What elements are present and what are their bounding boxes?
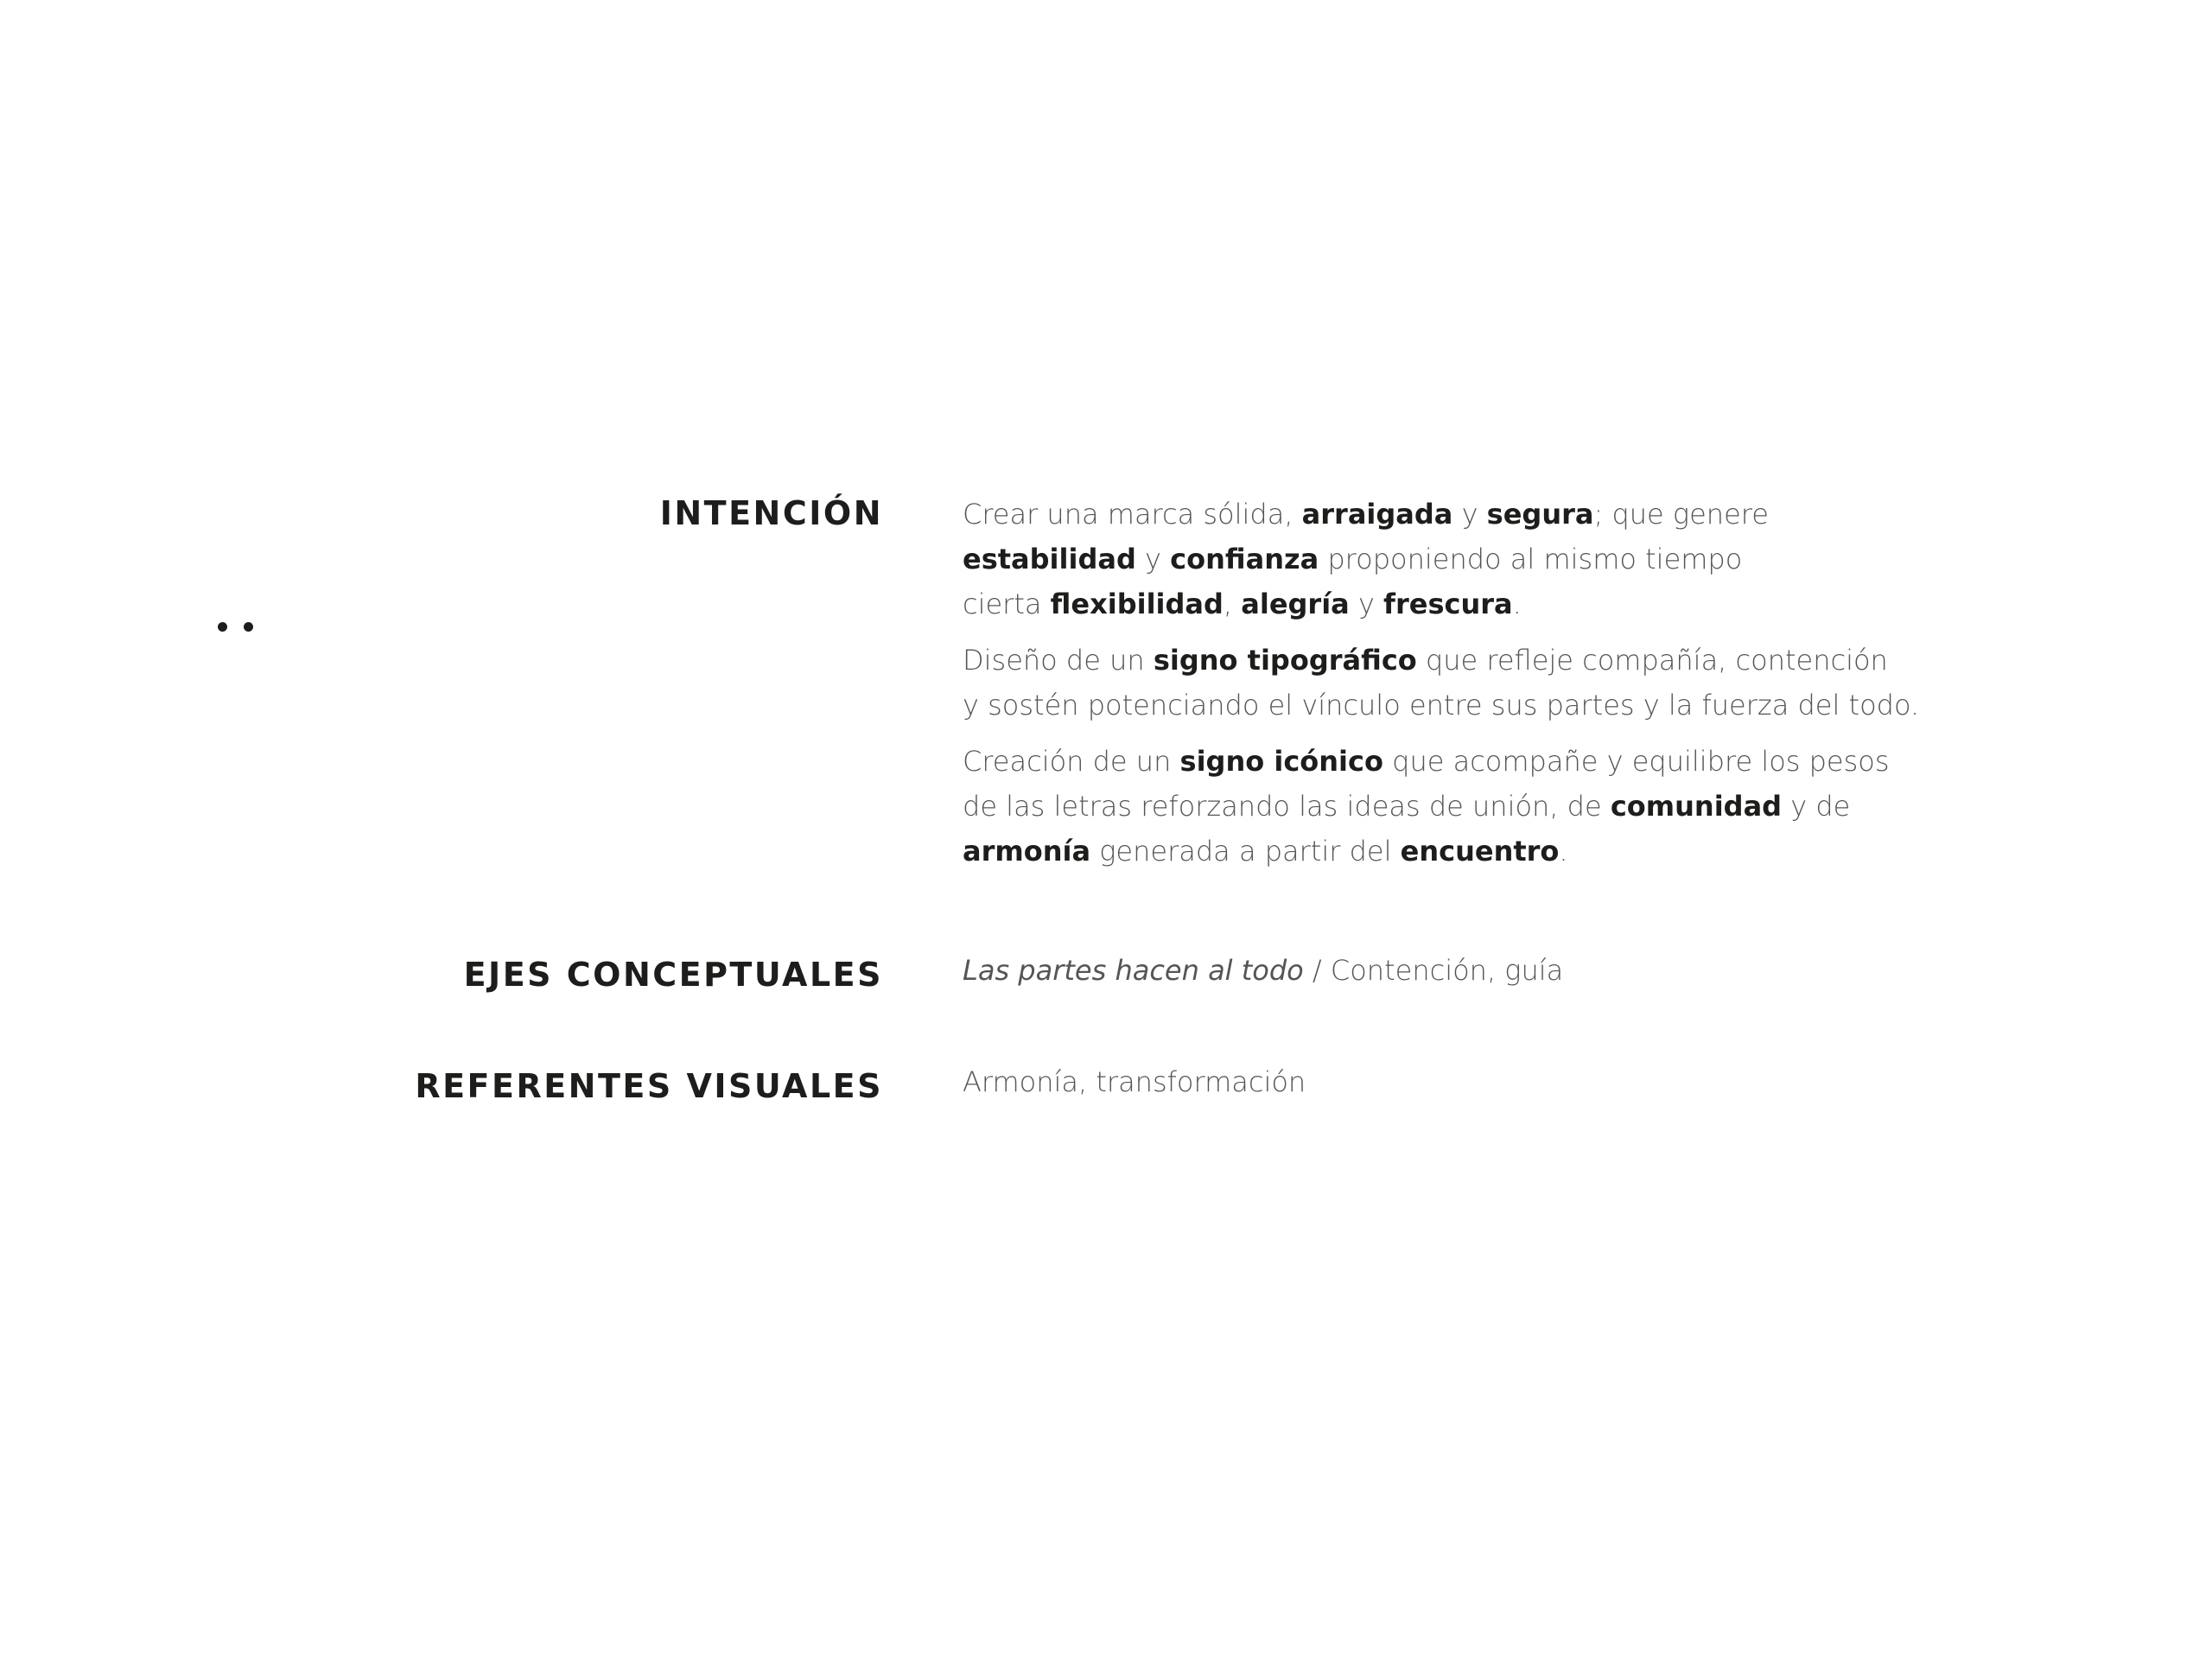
section-label-intencion: INTENCIÓN [659, 494, 883, 532]
text: que refleje compañía, contención [1416, 644, 1888, 677]
text: que acompañe y equilibre los pesos [1382, 745, 1890, 778]
emphasis-text: flexibilidad [1050, 588, 1224, 620]
italic-text: Las partes hacen al todo [963, 954, 1304, 987]
text: Creación de un [963, 745, 1180, 778]
dot-icon [244, 622, 253, 632]
text: de las letras reforzando las ideas de unión, de [963, 790, 1611, 823]
section-label-ejes: EJES CONCEPTUALES [463, 956, 883, 994]
text: Crear una marca sólida, [963, 498, 1302, 531]
text: y [1452, 498, 1487, 531]
text: generada a partir del [1090, 835, 1401, 868]
decorative-dots [218, 622, 261, 636]
emphasis-text: arraigada [1301, 498, 1453, 531]
text: y [1349, 588, 1384, 620]
emphasis-text: armonía [963, 835, 1091, 868]
ejes-text [963, 948, 1965, 993]
emphasis-text: estabilidad [963, 543, 1136, 575]
emphasis-text: signo tipográfico [1153, 644, 1417, 677]
paragraph-2 [963, 638, 1965, 728]
text: . [1559, 835, 1568, 868]
text: Diseño de un [963, 644, 1154, 677]
dot-icon [218, 622, 227, 632]
section-content-intencion [963, 492, 1965, 885]
emphasis-text: signo icónico [1179, 745, 1383, 778]
text: y [1135, 543, 1171, 575]
text: proponiendo al mismo tiempo [1319, 543, 1743, 575]
text: ; que genere [1593, 498, 1769, 531]
text: . [1512, 588, 1522, 620]
section-content-ejes [963, 948, 1965, 1004]
emphasis-text: frescura [1383, 588, 1513, 620]
paragraph-1 [963, 492, 1965, 626]
section-label-referentes: REFERENTES VISUALES [415, 1067, 883, 1105]
text: , [1223, 588, 1242, 620]
section-content-referentes [963, 1059, 1965, 1116]
text: cierta [963, 588, 1051, 620]
paragraph-3 [963, 739, 1965, 874]
text: y de [1782, 790, 1851, 823]
emphasis-text: comunidad [1610, 790, 1783, 823]
referentes-text: Armonía, transformación [963, 1065, 1306, 1098]
emphasis-text: encuentro [1400, 835, 1560, 868]
text: / Contención, guía [1303, 954, 1564, 987]
emphasis-text: alegría [1241, 588, 1350, 620]
emphasis-text: segura [1486, 498, 1594, 531]
text: y sostén potenciando el vínculo entre sus partes y la fuerza del todo. [963, 689, 1920, 721]
emphasis-text: confianza [1170, 543, 1319, 575]
